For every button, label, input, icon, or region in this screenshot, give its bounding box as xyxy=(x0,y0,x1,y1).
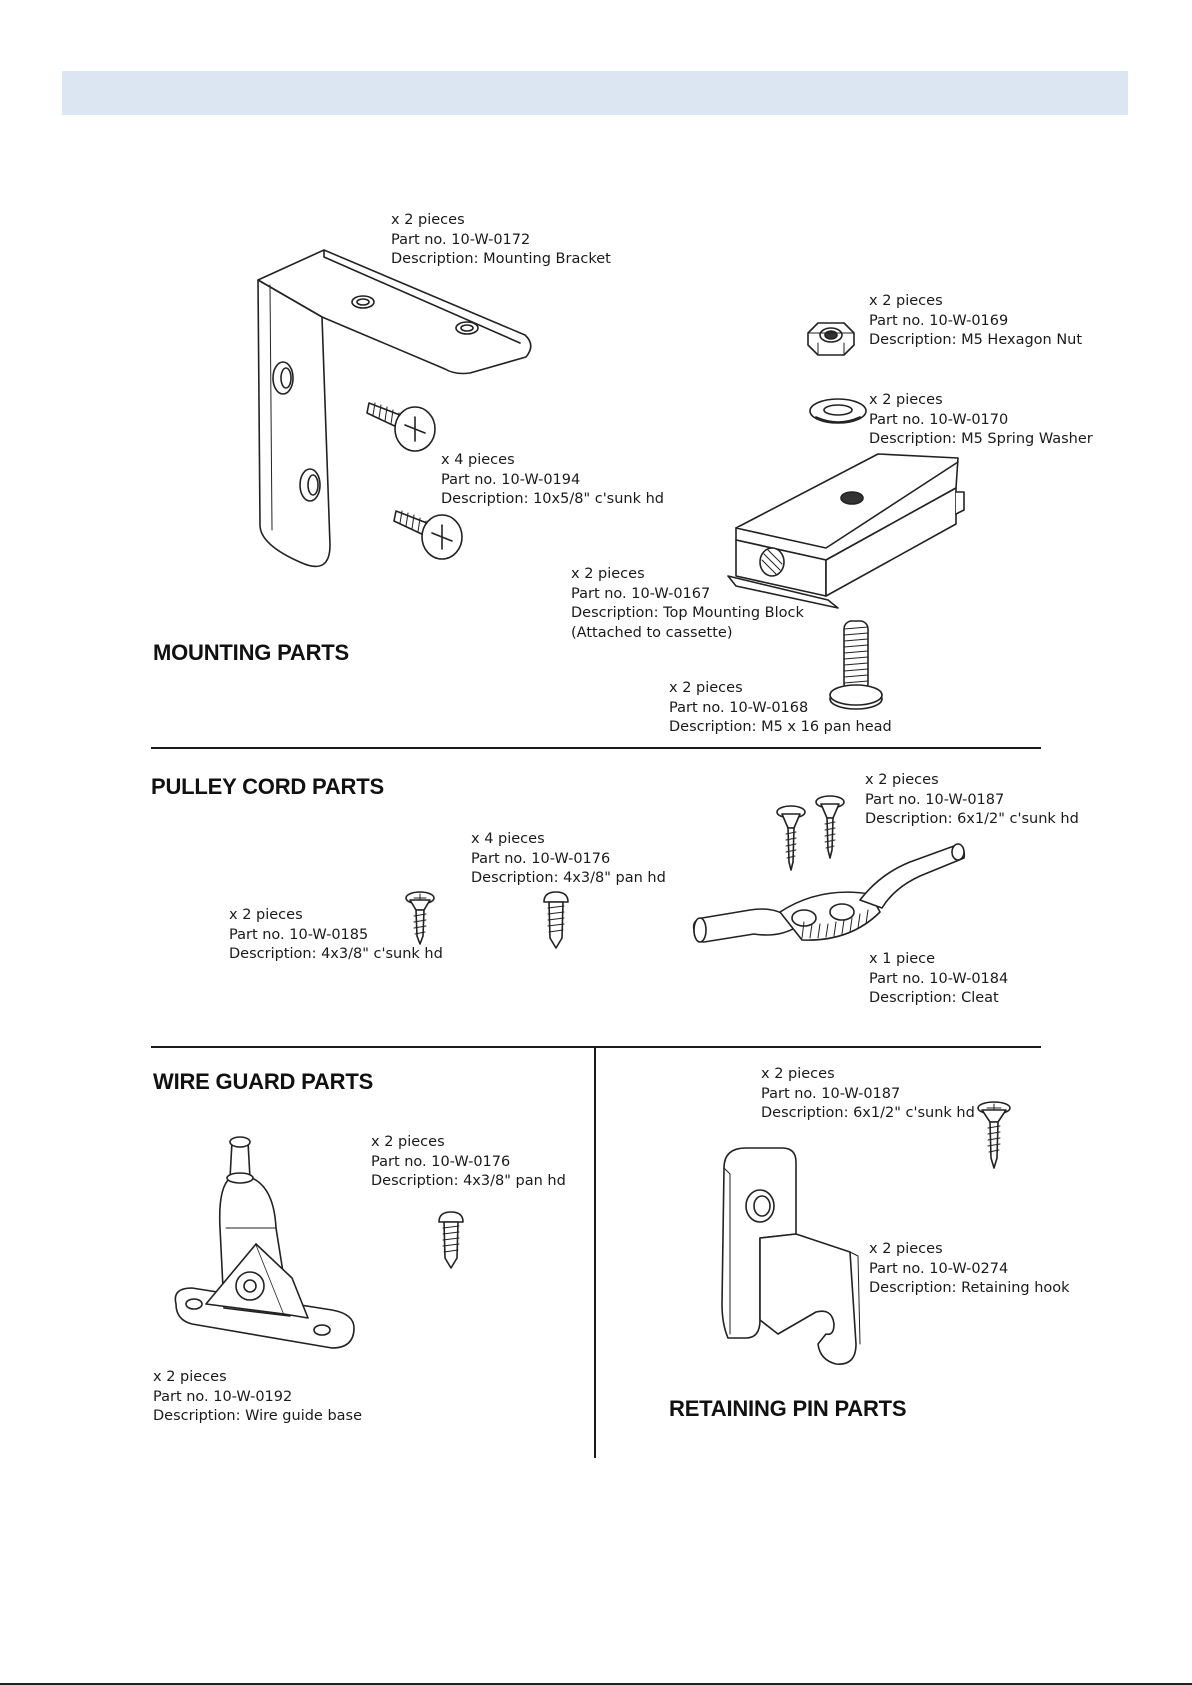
label-csunk-screw-6x12-pin xyxy=(761,1065,975,1124)
qty: x 4 pieces xyxy=(471,831,545,847)
qty: x 2 pieces xyxy=(865,772,939,788)
description: Description: 4x3/8" pan hd xyxy=(371,1173,566,1189)
description: Description: 4x3/8" c'sunk hd xyxy=(229,946,443,962)
part-no: Part no. 10-W-0170 xyxy=(869,411,1009,428)
spring-washer-drawing xyxy=(808,395,868,427)
qty: x 2 pieces xyxy=(869,293,943,309)
header-band xyxy=(62,71,1128,115)
qty: x 1 piece xyxy=(869,951,936,967)
description: Description: 4x3/8" pan hd xyxy=(471,870,666,886)
description: Description: Top Mounting Block xyxy=(571,605,804,621)
section-title-pulley: PULLEY CORD PARTS xyxy=(151,774,384,799)
label-top-mounting-block xyxy=(571,565,804,643)
divider-pulley-lower xyxy=(151,1046,1041,1048)
label-csunk-screw-4x38 xyxy=(229,906,443,965)
part-no: Part no. 10-W-0176 xyxy=(471,850,611,867)
label-m5-pan-head xyxy=(669,679,892,738)
label-wire-guide-base xyxy=(153,1368,362,1427)
part-no: Part no. 10-W-0185 xyxy=(229,926,369,943)
part-no: Part no. 10-W-0192 xyxy=(153,1388,293,1405)
part-no: Part no. 10-W-0187 xyxy=(865,791,1005,808)
note: (Attached to cassette) xyxy=(571,624,733,641)
description: Description: Wire guide base xyxy=(153,1408,363,1424)
label-csunk-screw-6x12-pulley xyxy=(865,771,1079,830)
description: Description: Retaining hook xyxy=(869,1280,1070,1296)
hex-nut-drawing xyxy=(804,319,858,359)
section-title-wire-guard: WIRE GUARD PARTS xyxy=(153,1069,374,1094)
label-hex-nut xyxy=(869,292,1082,351)
pan-screw-4x38-wire-drawing xyxy=(436,1210,466,1270)
qty: x 2 pieces xyxy=(869,392,943,408)
description: Description: 10x5/8" c'sunk hd xyxy=(441,491,665,507)
cleat-drawing xyxy=(690,842,972,952)
qty: x 4 pieces xyxy=(441,452,515,468)
retaining-hook-drawing xyxy=(716,1144,866,1369)
section-title-retaining-pin: RETAINING PIN PARTS xyxy=(669,1396,907,1421)
part-no: Part no. 10-W-0172 xyxy=(391,231,531,248)
label-pan-screw-4x38-pulley xyxy=(471,830,666,889)
description: Description: Mounting Bracket xyxy=(391,251,611,267)
part-no: Part no. 10-W-0176 xyxy=(371,1153,511,1170)
part-no: Part no. 10-W-0274 xyxy=(869,1260,1009,1277)
qty: x 2 pieces xyxy=(153,1369,227,1385)
description: Description: 6x1/2" c'sunk hd xyxy=(761,1105,975,1121)
description: Description: 6x1/2" c'sunk hd xyxy=(865,811,1079,827)
part-no: Part no. 10-W-0194 xyxy=(441,471,581,488)
pan-screw-4x38-pulley-drawing xyxy=(541,890,571,950)
wire-guide-base-drawing xyxy=(172,1128,362,1358)
csunk-screw-6x12-pin-drawing xyxy=(976,1100,1012,1170)
divider-mounting-pulley xyxy=(151,747,1041,749)
part-no: Part no. 10-W-0167 xyxy=(571,585,711,602)
qty: x 2 pieces xyxy=(571,566,645,582)
label-retaining-hook xyxy=(869,1240,1070,1299)
csunk-screw-10x58-drawing xyxy=(365,395,445,455)
divider-vertical xyxy=(594,1046,596,1458)
part-no: Part no. 10-W-0184 xyxy=(869,970,1009,987)
qty: x 2 pieces xyxy=(761,1066,835,1082)
label-spring-washer xyxy=(869,391,1093,450)
label-csunk-screw-10x58 xyxy=(441,451,664,510)
qty: x 2 pieces xyxy=(869,1241,943,1257)
part-no: Part no. 10-W-0168 xyxy=(669,699,809,716)
label-cleat xyxy=(869,950,1008,1009)
description: Description: M5 x 16 pan head xyxy=(669,719,892,735)
part-no: Part no. 10-W-0187 xyxy=(761,1085,901,1102)
part-no: Part no. 10-W-0169 xyxy=(869,312,1009,329)
csunk-screw-10x58-drawing-2 xyxy=(392,503,472,563)
description: Description: M5 Spring Washer xyxy=(869,431,1093,447)
label-pan-screw-4x38-wire xyxy=(371,1133,566,1192)
qty: x 2 pieces xyxy=(371,1134,445,1150)
qty: x 2 pieces xyxy=(669,680,743,696)
description: Description: Cleat xyxy=(869,990,999,1006)
description: Description: M5 Hexagon Nut xyxy=(869,332,1083,348)
qty: x 2 pieces xyxy=(391,212,465,228)
qty: x 2 pieces xyxy=(229,907,303,923)
section-title-mounting: MOUNTING PARTS xyxy=(153,640,350,665)
